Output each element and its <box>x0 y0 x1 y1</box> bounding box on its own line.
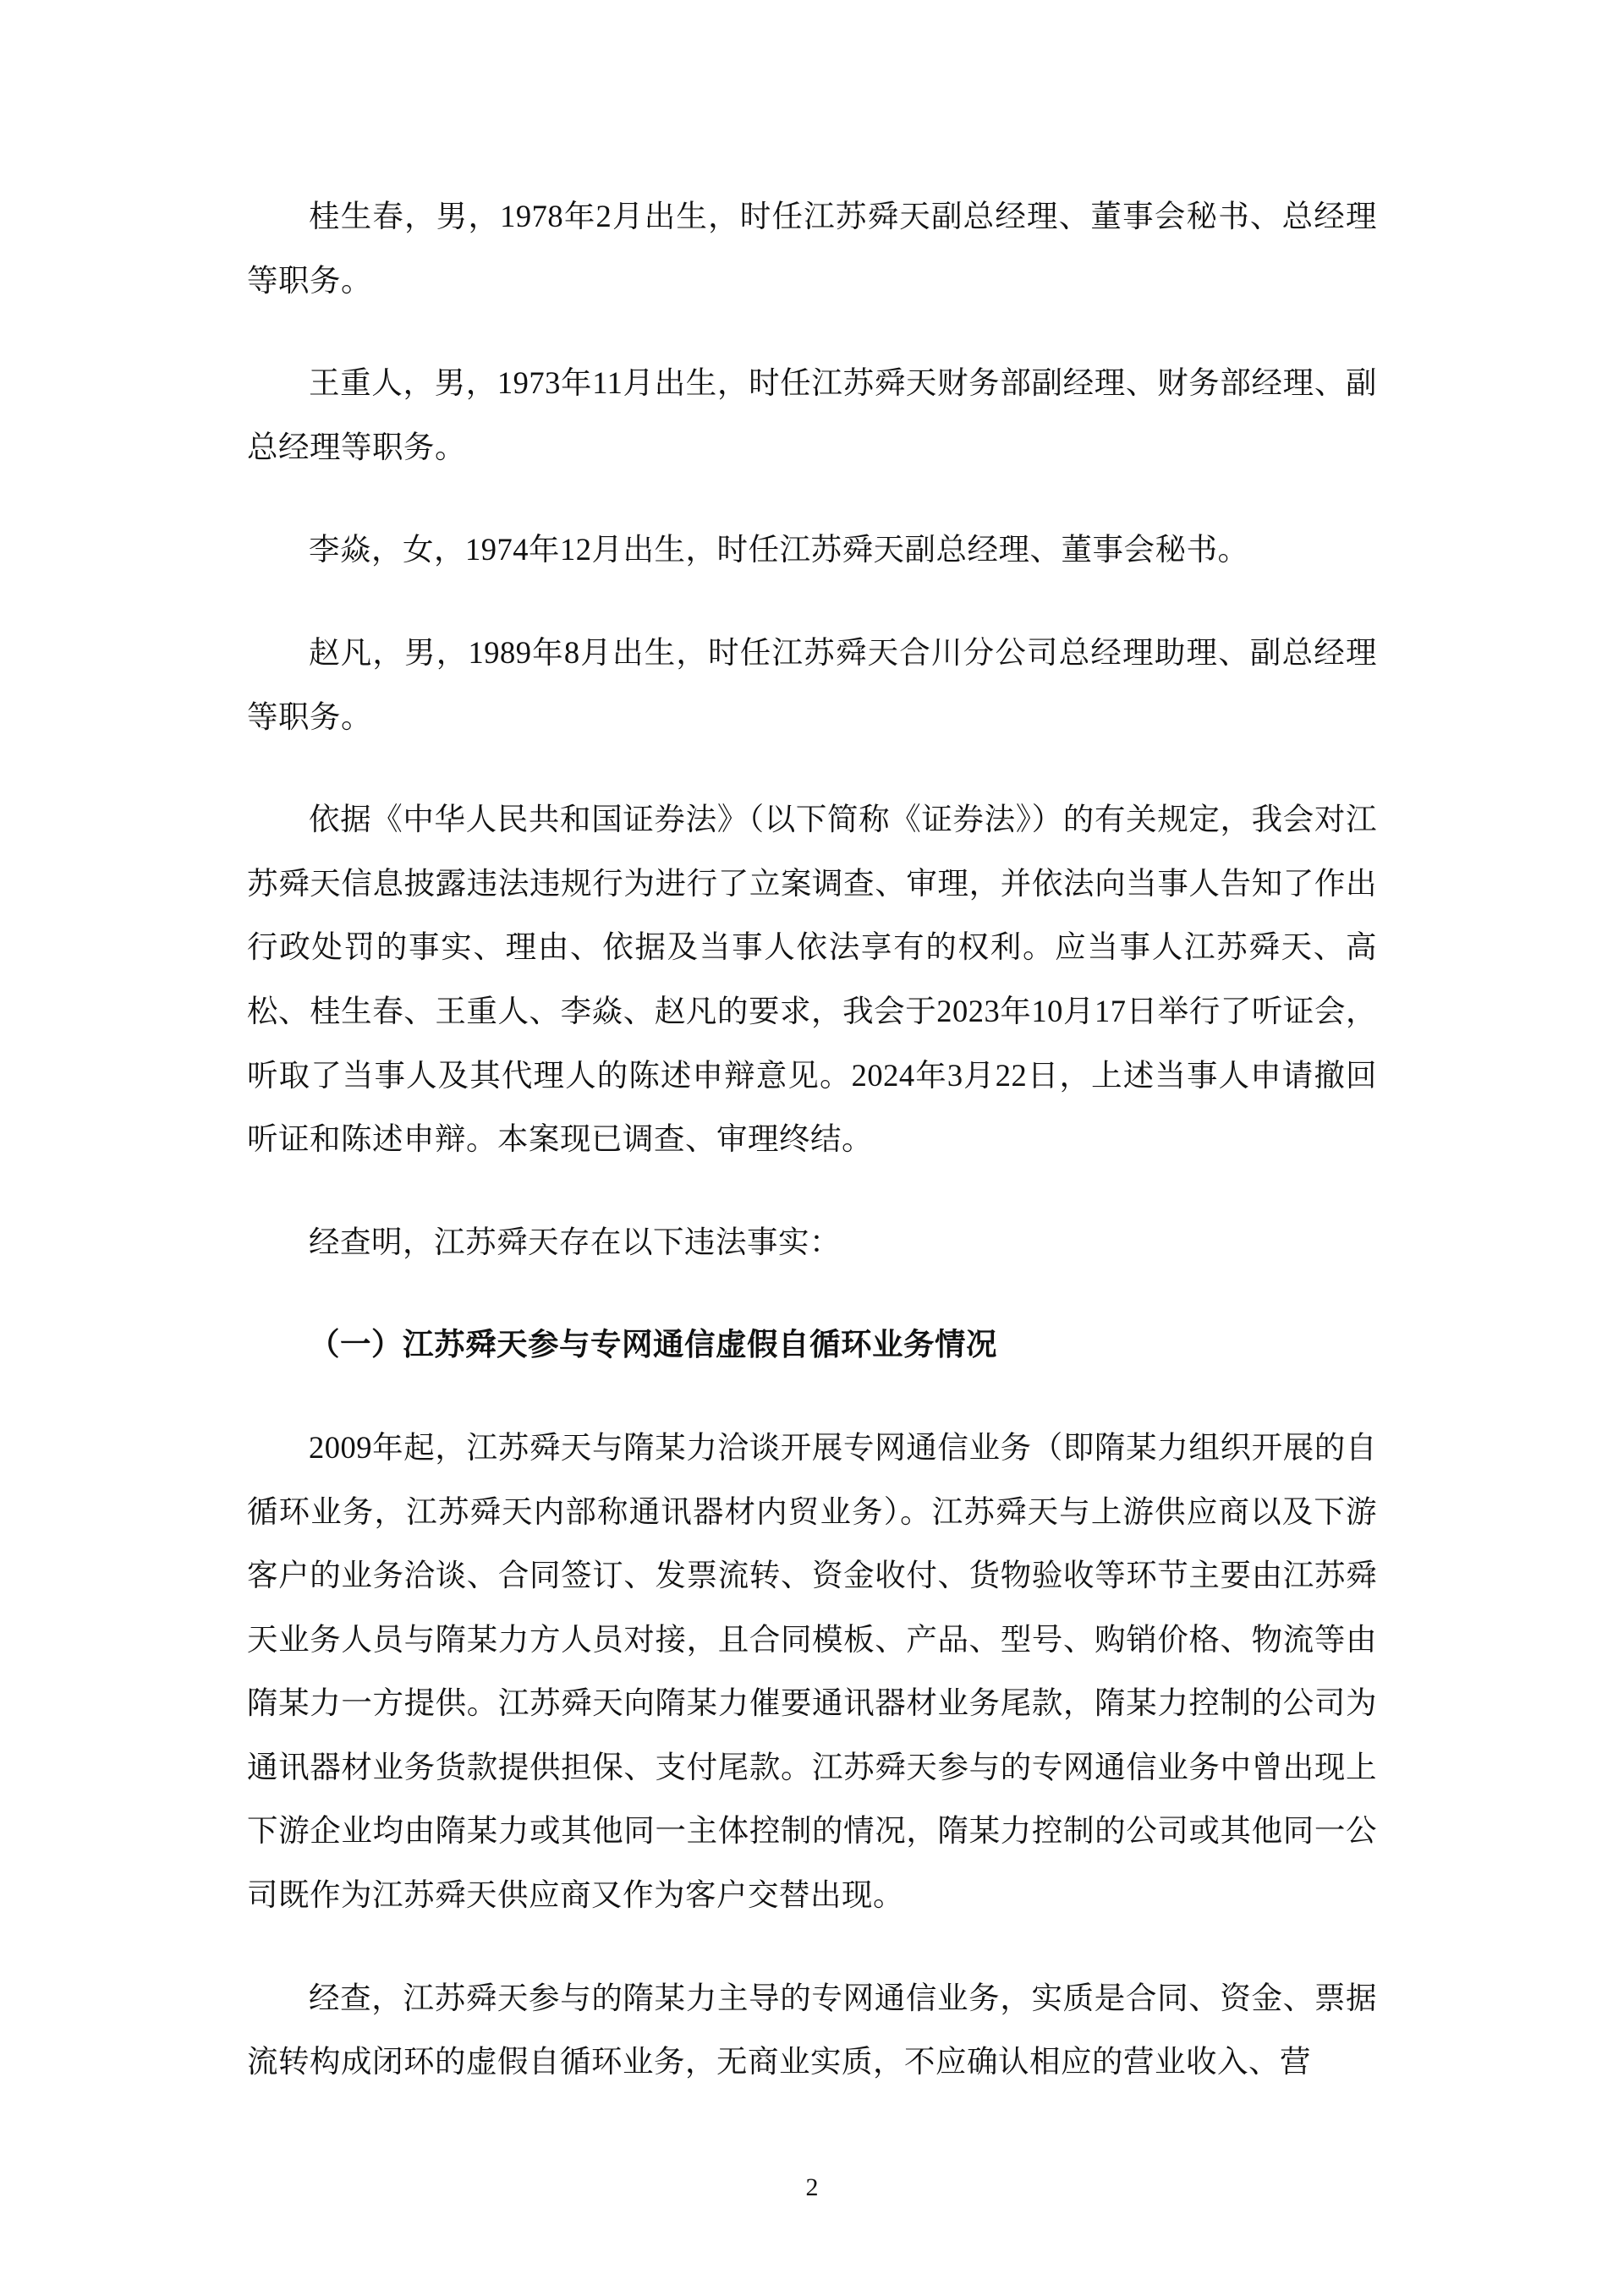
section-heading-1: （一）江苏舜天参与专网通信虚假自循环业务情况 <box>309 1327 997 1362</box>
paragraph-investigation-conclusion: 经查，江苏舜天参与的隋某力主导的专网通信业务，实质是合同、资金、票据流转构成闭环的虚假自循环业务，无商业实质，不应确认相应的营业收入、营 <box>247 1980 1377 2080</box>
paragraph-business-description: 2009年起，江苏舜天与隋某力洽谈开展专网通信业务（即隋某力组织开展的自循环业务，江苏舜天内部称通讯器材内贸业务）。江苏舜天与上游供应商以及下游客户的业务洽谈、合同签订、发票流转、资金收付、货物验收等环节主要由江苏舜天业务人员与隋某力方人员对接，且合同模板、产品、型号、购销价格、物流等由隋某力一方提供。江苏舜天向隋某力催要通讯器材业务尾款，隋某力控制的公司为通讯器材业务货款提供担保、支付尾款。江苏舜天参与的专网通信业务中曾出现上下游企业均由隋某力或其他同一主体控制的情况，隋某力控制的公司或其他同一公司既作为江苏舜天供应商又作为客户交替出现。 <box>247 1429 1377 1913</box>
document-page <box>247 184 1377 2133</box>
paragraph-gui-shengchun: 桂生春，男，1978年2月出生，时任江苏舜天副总经理、董事会秘书、总经理等职务。 <box>247 199 1377 298</box>
paragraph-findings-intro: 经查明，江苏舜天存在以下违法事实： <box>309 1224 841 1259</box>
paragraph-li-yan: 李焱，女，1974年12月出生，时任江苏舜天副总经理、董事会秘书。 <box>309 532 1249 567</box>
page-number: 2 <box>805 2173 819 2201</box>
paragraph-wang-zhongren: 王重人，男，1973年11月出生，时任江苏舜天财务部副经理、财务部经理、副总经理等职务。 <box>247 365 1377 464</box>
paragraph-legal-basis: 依据《中华人民共和国证券法》（以下简称《证券法》）的有关规定，我会对江苏舜天信息披露违法违规行为进行了立案调查、审理，并依法向当事人告知了作出行政处罚的事实、理由、依据及当事人依法享有的权利。应当事人江苏舜天、高松、桂生春、王重人、李焱、赵凡的要求，我会于2023年10月17日举行了听证会，听取了当事人及其代理人的陈述申辩意见。2024年3月22日，上述当事人申请撤回听证和陈述申辩。本案现已调查、审理终结。 <box>247 802 1377 1157</box>
paragraph-zhao-fan: 赵凡，男，1989年8月出生，时任江苏舜天合川分公司总经理助理、副总经理等职务。 <box>247 634 1377 734</box>
